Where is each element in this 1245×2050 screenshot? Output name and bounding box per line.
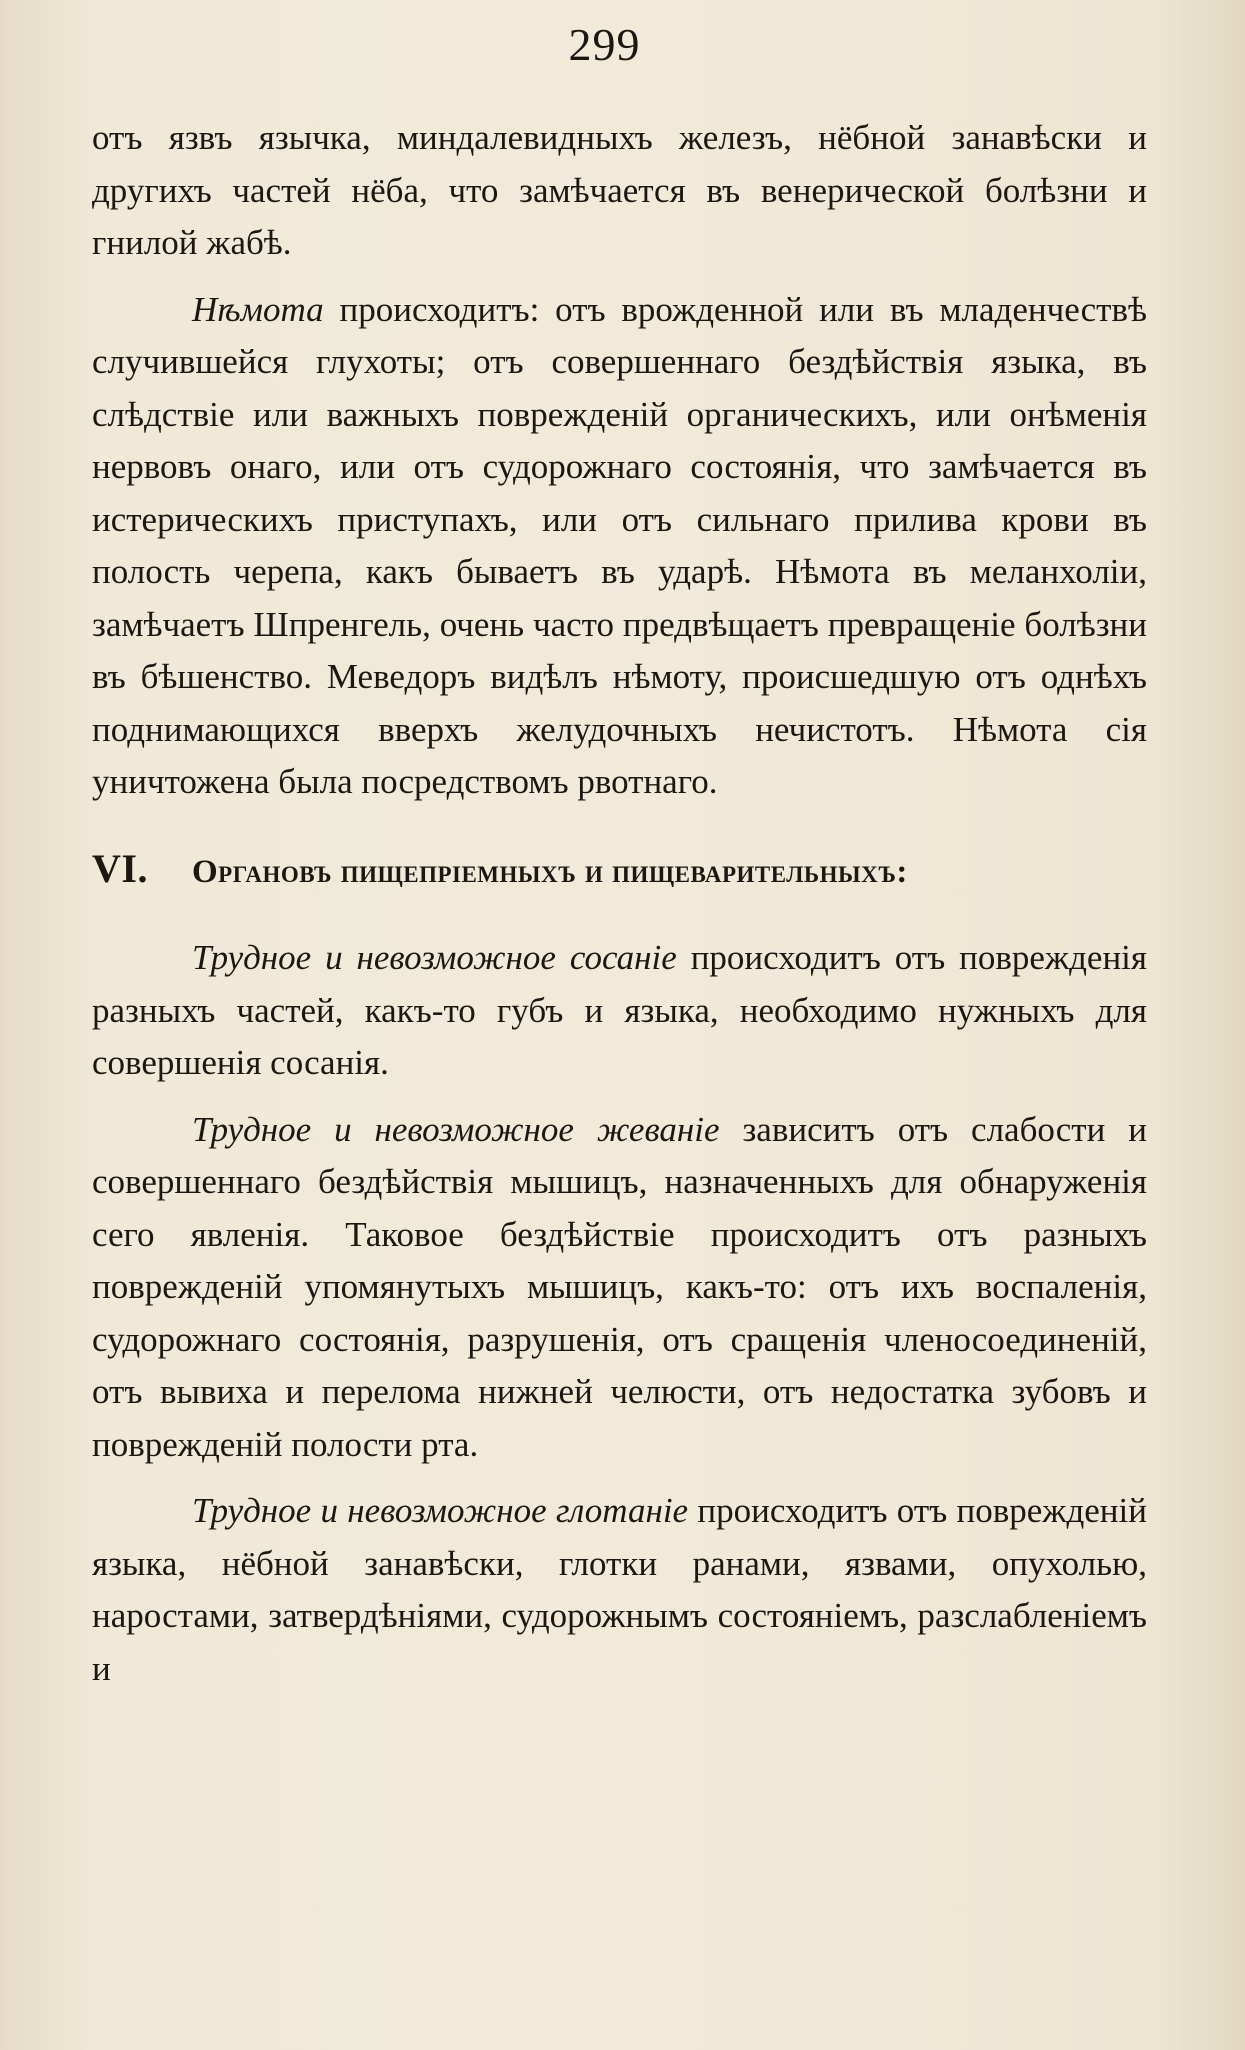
section-title: Органовъ пищепріемныхъ и пищеварительныхъ: bbox=[192, 853, 908, 890]
section-heading bbox=[92, 843, 1147, 899]
section-numeral: VI. bbox=[92, 845, 148, 891]
paragraph-term: Нѣмота bbox=[192, 289, 324, 329]
paragraph-text: отъ язвъ язычка, миндалевидныхъ железъ, нёбной занавѣски и другихъ частей нёба, что замѣчается въ венерической болѣзни и гнилой жабѣ. bbox=[92, 118, 1147, 262]
paragraph-term: Трудное и невозможное сосаніе bbox=[192, 938, 677, 977]
page-body bbox=[92, 112, 1147, 1695]
paragraph-swallowing bbox=[92, 1485, 1147, 1695]
paragraph-text: происходитъ: отъ врожденной или въ младенчествѣ случившейся глухоты; отъ совершеннаго бездѣйствія языка, въ слѣдствіе или важныхъ поврежденій органическихъ, или онѣменія нервовъ онаго, или отъ судорожнаго состоянія, что замѣчается въ истерическихъ приступахъ, или отъ сильнаго прилива крови въ полость черепа, какъ бываетъ въ ударѣ. Нѣмота въ меланхоліи, замѣчаетъ Шпренгель, очень часто предвѣщаетъ превращеніе болѣзни въ бѣшенство. Меведоръ видѣлъ нѣмоту, происшедшую отъ однѣхъ поднимающихся вверхъ желудочныхъ нечистотъ. Нѣмота сія уничтожена была посредствомъ рвотнаго. bbox=[92, 289, 1147, 801]
paragraph-continuation bbox=[92, 112, 1147, 270]
paragraph-chewing bbox=[92, 1104, 1147, 1472]
paragraph-muteness bbox=[92, 284, 1147, 809]
paragraph-text: происходитъ отъ поврежденій языка, нёбной занавѣски, глотки ранами, язвами, опухолью, наростами, затвердѣніями, судорожнымъ состояніемъ, разслабленіемъ и bbox=[92, 1491, 1147, 1688]
paragraph-term: Трудное и невозможное глотаніе bbox=[192, 1491, 689, 1530]
page-number: 299 bbox=[568, 19, 641, 70]
paragraph-text: происходитъ отъ поврежденія разныхъ частей, какъ-то губъ и языка, необходимо нужныхъ для совершенія сосанія. bbox=[92, 938, 1147, 1082]
paragraph-text: зависитъ отъ слабости и совершеннаго бездѣйствія мышицъ, назначенныхъ для обнаруженія сего явленія. Таковое бездѣйствіе происходитъ отъ разныхъ поврежденій упомянутыхъ мышицъ, какъ-то: отъ ихъ воспаленія, судорожнаго состоянія, разрушенія, отъ сращенія членосоединеній, отъ вывиха и перелома нижней челюсти, отъ недостатка зубовъ и поврежденій полости рта. bbox=[92, 1109, 1147, 1464]
paragraph-term: Трудное и невозможное жеваніе bbox=[192, 1109, 720, 1149]
paragraph-sucking bbox=[92, 932, 1147, 1090]
